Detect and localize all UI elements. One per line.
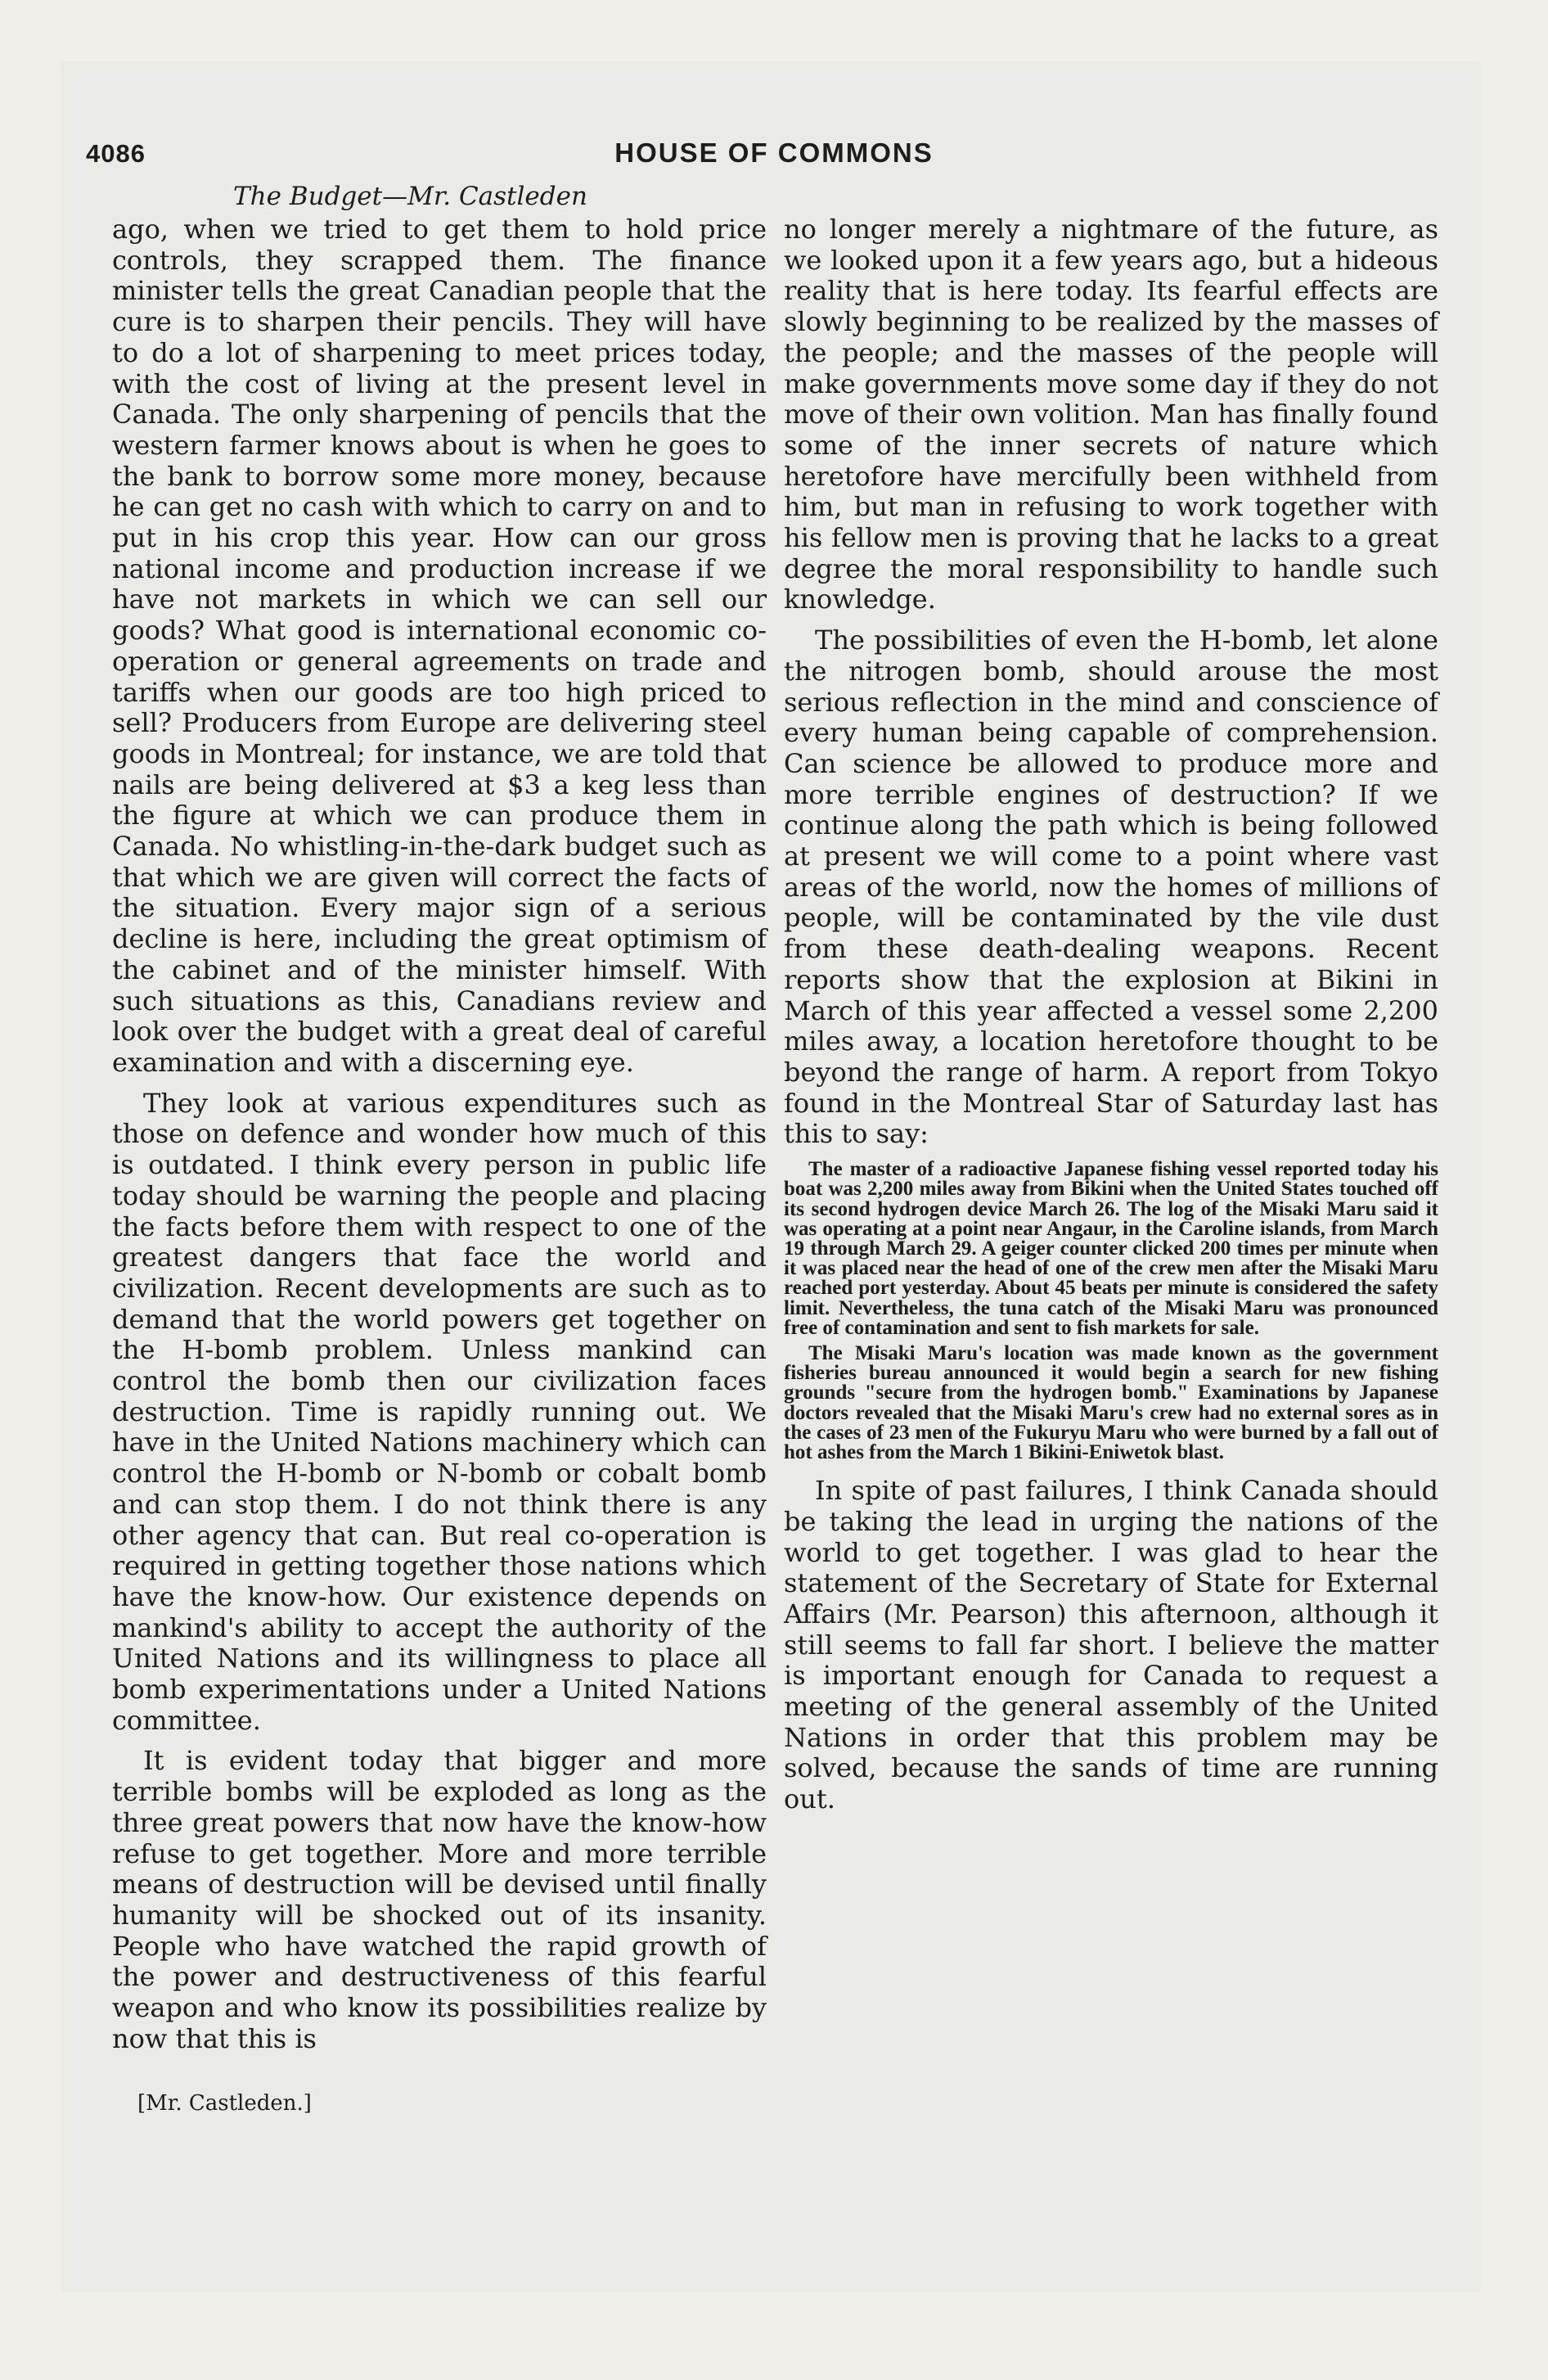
left-column	[112, 214, 767, 2064]
right-column	[784, 214, 1438, 1825]
speaker-footer: [Mr. Castleden.]	[137, 2091, 312, 2116]
right-paragraph-1: no longer merely a nightmare of the future, as we looked upon it a few years ago, but a hideous reality that is here today. Its fearful effects are slowly beginning to be realized by the masses of the people; and the masses of the people will make governments move some day if they do not move of their own volition. Man has finally found some of the inner secrets of nature which heretofore have mercifully been withheld from him, but man in refusing to work together with his fellow men is proving that he lacks to a great degree the moral responsibility to handle such knowledge.	[784, 214, 1438, 615]
quote-paragraph-1: The master of a radioactive Japanese fishing vessel reported today his boat was 2,200 miles away from Bikini when the United States touched off its second hydrogen device March 26. The log of the Misaki Maru said it was operating at a point near Angaur, in the Caroline islands, from March 19 through March 29. A geiger counter clicked 200 times per minute when it was placed near the head of one of the crew men after the Misaki Maru reached port yesterday. About 45 beats per minute is considered the safety limit. Nevertheless, the tuna catch of the Misaki Maru was pronounced free of contamination and sent to fish markets for sale.	[784, 1158, 1438, 1339]
left-paragraph-3: It is evident today that bigger and more terrible bombs will be exploded as long as the three great powers that now have the know-how refuse to get together. More and more terrible means of destruction will be devised until finally humanity will be shocked out of its insanity. People who have watched the rapid growth of the power and destructiveness of this fearful weapon and who know its possibilities realize by now that this is	[112, 1745, 767, 2054]
left-paragraph-1: ago, when we tried to get them to hold price controls, they scrapped them. The finance minister tells the great Canadian people that the cure is to sharpen their pencils. They will have to do a lot of sharpening to meet prices today, with the cost of living at the present level in Canada. The only sharpening of pencils that the western farmer knows about is when he goes to the bank to borrow some more money, because he can get no cash with which to carry on and to put in his crop this year. How can our gross national income and production increase if we have not markets in which we can sell our goods? What good is international economic co-operation or general agreements on trade and tariffs when our goods are too high priced to sell? Producers from Europe are delivering steel goods in Montreal; for instance, we are told that nails are being delivered at $3 a keg less than the figure at which we can produce them in Canada. No whistling-in-the-dark budget such as that which we are given will correct the facts of the situation. Every major sign of a serious decline is here, including the great optimism of the cabinet and of the minister himself. With such situations as this, Canadians review and look over the budget with a great deal of careful examination and with a discerning eye.	[112, 214, 767, 1078]
quote-paragraph-2: The Misaki Maru's location was made known as the government fisheries bureau announced it would begin a search for new fishing grounds "secure from the hydrogen bomb." Examinations by Japanese doctors revealed that the Misaki Maru's crew had no external sores as in the cases of 23 men of the Fukuryu Maru who were burned by a fall out of hot ashes from the March 1 Bikini-Eniwetok blast.	[784, 1341, 1438, 1463]
right-paragraph-2: The possibilities of even the H-bomb, let alone the nitrogen bomb, should arouse the most serious reflection in the mind and conscience of every human being capable of comprehension. Can science be allowed to produce more and more terrible engines of destruction? If we continue along the path which is being followed at present we will come to a point where vast areas of the world, now the homes of millions of people, will be contaminated by the vile dust from these death-dealing weapons. Recent reports show that the explosion at Bikini in March of this year affected a vessel some 2,200 miles away, a location heretofore thought to be beyond the range of harm. A report from Tokyo found in the Montreal Star of Saturday last has this to say:	[784, 624, 1438, 1150]
left-paragraph-2: They look at various expenditures such as those on defence and wonder how much of this is outdated. I think every person in public life today should be warning the people and placing the facts before them with respect to one of the greatest dangers that face the world and civilization. Recent developments are such as to demand that the world powers get together on the H-bomb problem. Unless mankind can control the bomb then our civilization faces destruction. Time is rapidly running out. We have in the United Nations machinery which can control the H-bomb or N-bomb or cobalt bomb and can stop them. I do not think there is any other agency that can. But real co-operation is required in getting together those nations which have the know-how. Our existence depends on mankind's ability to accept the authority of the United Nations and its willingness to place all bomb experimentations under a United Nations committee.	[112, 1087, 767, 1736]
page-header: HOUSE OF COMMONS	[614, 137, 934, 168]
right-closing-paragraph: In spite of past failures, I think Canada should be taking the lead in urging the nations of the world to get together. I was glad to hear the statement of the Secretary of State for External Affairs (Mr. Pearson) this afternoon, although it still seems to fall far short. I believe the matter is important enough for Canada to request a meeting of the general assembly of the United Nations in order that this problem may be solved, because the sands of time are running out.	[784, 1475, 1438, 1815]
quoted-report	[784, 1160, 1438, 1463]
running-title: The Budget—Mr. Castleden	[233, 182, 587, 211]
page-number: 4086	[86, 139, 146, 168]
